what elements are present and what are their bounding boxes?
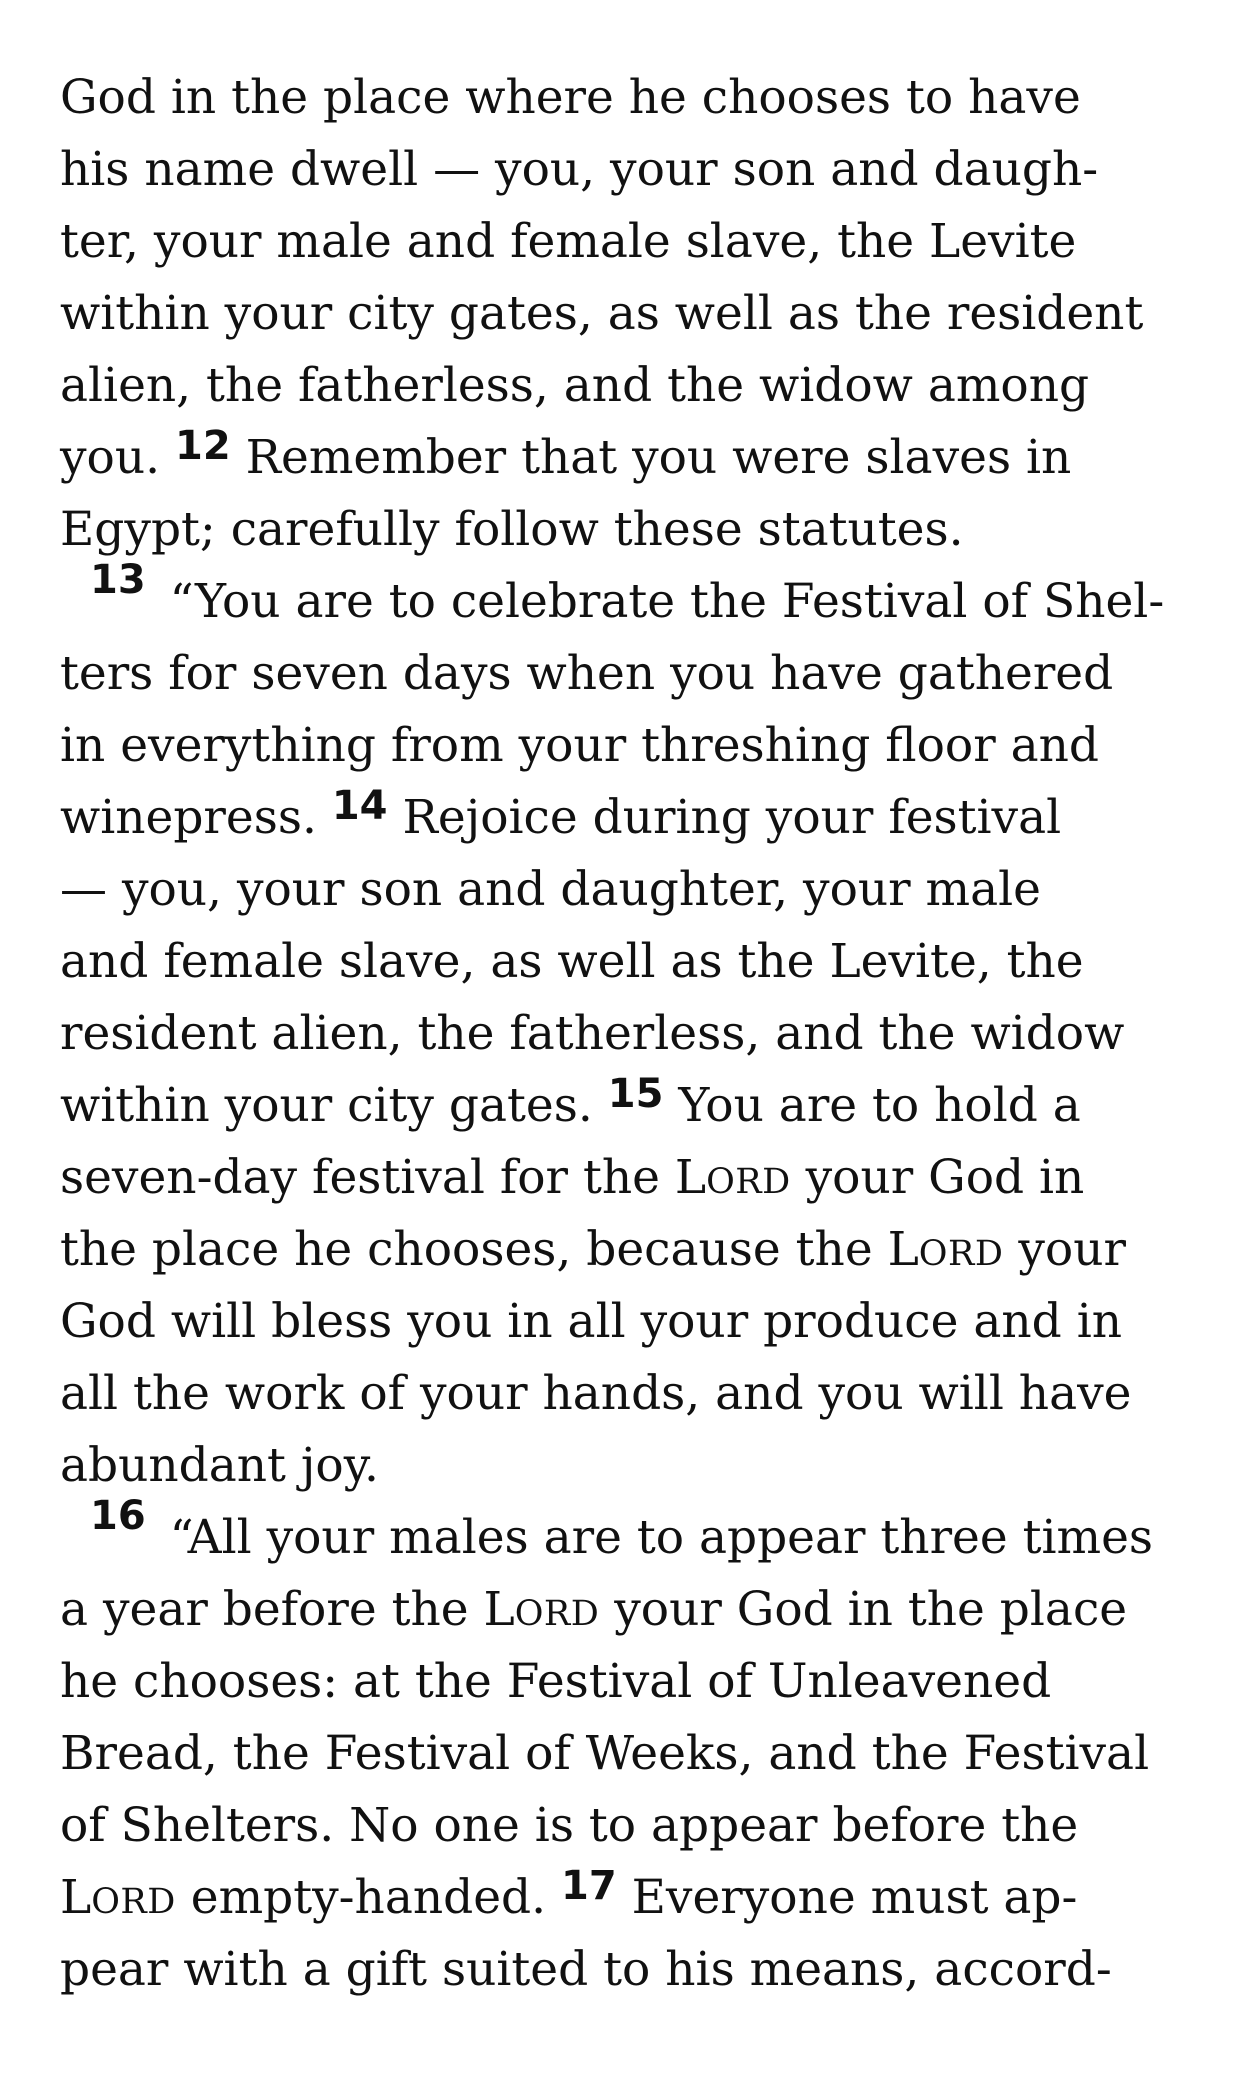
text-line <box>60 854 1190 926</box>
lord-rest: ORD <box>706 1162 791 1202</box>
verse-number: 16 <box>90 1493 146 1539</box>
text-segment: seven-day festival for the <box>60 1150 675 1205</box>
text-line <box>60 710 1190 782</box>
text-segment: abundant joy. <box>60 1438 379 1493</box>
text-segment: all the work of your hands, and you will have <box>60 1366 1132 1421</box>
lord-small-caps <box>483 1582 599 1637</box>
text-segment: ter, your male and female slave, the Levite <box>60 214 1077 269</box>
text-line <box>60 422 1190 494</box>
text-segment: in everything from your threshing floor and <box>60 718 1100 773</box>
text-segment: your <box>1003 1222 1126 1277</box>
text-segment: within your city gates. <box>60 1078 608 1133</box>
verse-number: 17 <box>561 1863 617 1909</box>
text-line <box>60 557 1190 638</box>
text-line <box>60 1934 1190 2006</box>
text-line <box>60 1646 1190 1718</box>
text-segment: “You are to celebrate the Festival of Shel- <box>169 574 1165 629</box>
text-line <box>60 1790 1190 1862</box>
text-segment: a year before the <box>60 1582 484 1637</box>
text-segment: — you, your son and daughter, your male <box>60 862 1041 917</box>
text-segment: you. <box>60 430 175 485</box>
text-line <box>60 494 1190 566</box>
text-line <box>60 926 1190 998</box>
verse-number: 14 <box>331 783 388 829</box>
text-line <box>60 1862 1190 1934</box>
text-segment: ters for seven days when you have gathered <box>60 646 1114 701</box>
text-line <box>60 206 1190 278</box>
text-line <box>60 1358 1190 1430</box>
text-line <box>60 62 1190 134</box>
text-segment: You are to hold a <box>663 1078 1081 1133</box>
lord-initial: L <box>60 1870 92 1925</box>
verse-number: 12 <box>175 423 231 469</box>
text-segment: your God in the place <box>599 1582 1128 1637</box>
lord-rest: ORD <box>514 1594 600 1634</box>
text-segment: his name dwell — you, your son and daugh- <box>60 142 1099 197</box>
text-segment: resident alien, the fatherless, and the widow <box>60 1006 1125 1061</box>
text-line <box>60 782 1190 854</box>
verse-number: 15 <box>607 1071 664 1117</box>
lord-small-caps <box>888 1222 1004 1277</box>
lord-small-caps <box>60 1870 176 1925</box>
text-segment: Rejoice during your festival <box>387 790 1062 845</box>
lord-rest: ORD <box>91 1882 176 1922</box>
text-segment: alien, the fatherless, and the widow among <box>60 358 1090 413</box>
text-line <box>60 1574 1190 1646</box>
lord-rest: ORD <box>918 1234 1004 1274</box>
text-line <box>60 638 1190 710</box>
text-line <box>60 998 1190 1070</box>
text-segment: within your city gates, as well as the resident <box>60 286 1144 341</box>
text-segment: empty-handed. <box>175 1870 561 1925</box>
text-line <box>60 1070 1190 1142</box>
text-segment: he chooses: at the Festival of Unleavened <box>60 1654 1052 1709</box>
text-line <box>60 350 1190 422</box>
text-line <box>60 278 1190 350</box>
verse-number: 13 <box>90 557 146 603</box>
text-segment: Everyone must ap- <box>616 1870 1078 1925</box>
text-segment: God in the place where he chooses to have <box>60 70 1081 125</box>
text-line <box>60 1214 1190 1286</box>
text-segment: of Shelters. No one is to appear before the <box>60 1798 1079 1853</box>
text-segment: “All your males are to appear three times <box>169 1510 1154 1565</box>
lord-initial: L <box>674 1150 707 1205</box>
text-line <box>60 134 1190 206</box>
text-segment: Egypt; carefully follow these statutes. <box>60 502 964 557</box>
lord-initial: L <box>483 1582 515 1637</box>
text-line <box>60 1286 1190 1358</box>
scripture-page <box>60 62 1190 2006</box>
text-segment: your God in <box>790 1150 1085 1205</box>
text-line <box>60 1142 1190 1214</box>
text-segment: pear with a gift suited to his means, accord- <box>60 1942 1112 1997</box>
text-line <box>60 1493 1190 1574</box>
lord-small-caps <box>675 1150 791 1205</box>
text-segment: the place he chooses, because the <box>60 1222 888 1277</box>
text-segment: God will bless you in all your produce and in <box>60 1294 1122 1349</box>
text-segment: Bread, the Festival of Weeks, and the Festival <box>60 1726 1150 1781</box>
text-segment: and female slave, as well as the Levite, the <box>60 934 1084 989</box>
text-segment: Remember that you were slaves in <box>230 430 1072 485</box>
text-segment: winepress. <box>60 790 332 845</box>
text-line <box>60 1430 1190 1502</box>
lord-initial: L <box>887 1222 919 1277</box>
text-line <box>60 1718 1190 1790</box>
